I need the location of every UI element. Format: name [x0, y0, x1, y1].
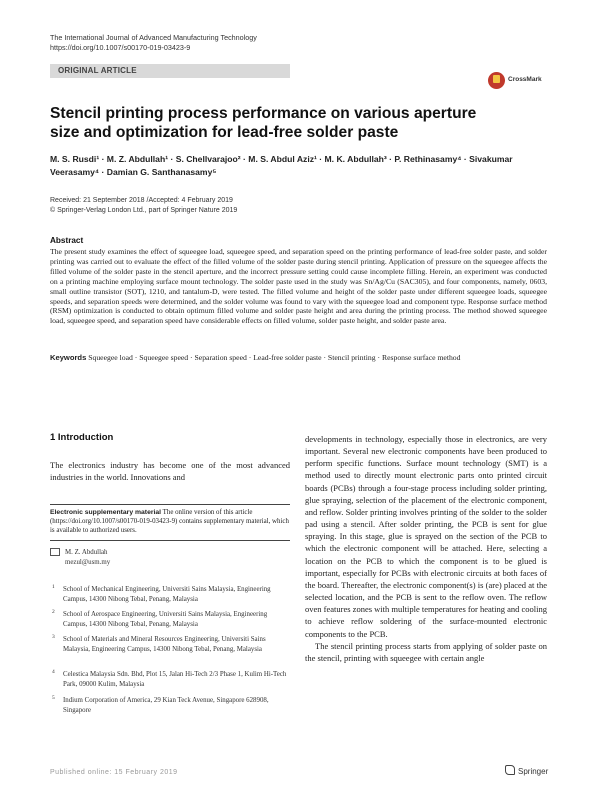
springer-logo	[505, 765, 548, 776]
copyright-line: © Springer-Verlag London Ltd., part of Springer Nature 2019	[50, 206, 238, 214]
intro-paragraph: The electronics industry has become one of the most advanced industries in the world. Innovations and	[50, 460, 290, 483]
intro-paragraph-2: The stencil printing process starts from applying of solder paste on the stencil, printing with squeegee with certain angle	[305, 640, 547, 663]
envelope-icon	[50, 548, 60, 556]
article-type-label: ORIGINAL ARTICLE	[58, 66, 137, 75]
intro-paragraph-1: developments in technology, especially those in electronics, are very important. Several new electronic components have been produced to perform specific functions. Surface mount technology (SMT) is a method used to directly mount electronic parts onto printed circuit boards (PCBs) through a four-stage process including solder printing, glue spraying, selection of the placement of the electronic component, and reflow. Solder printing involves printing of the solder to the solder pad using a stencil. After solder printing, the PCB is sent for glue spraying. In this stage, glue is sprayed on the section of the PCB to which the electronic component will be attached. Here, selecting a location on the PCB to which the component is to be glued is important, especially for PCBs with electronic circuits at both faces of the board. Thereafter, the electronic component(s) is (are) placed at the selected location, and the PCB is sent to the reflow oven. The reflow oven features zones with multiple temperatures for heating and cooling to achieve reflow soldering of the surface-mounted electronic components to the PCB.	[305, 434, 547, 639]
affiliation-2: 2 School of Aerospace Engineering, Universiti Sains Malaysia, Engineering Campus, 14300 Nibong Tebal, Penang, Malaysia	[52, 609, 268, 628]
crossmark-label: CrossMark	[508, 76, 542, 83]
keywords-text: Squeegee load · Squeegee speed · Separation speed · Lead-free solder paste · Stencil printing · Response surface method	[88, 353, 461, 362]
supplementary-note	[50, 504, 290, 535]
doi-link[interactable]: https://doi.org/10.1007/s00170-019-03423-9	[50, 43, 191, 52]
corr-name: M. Z. Abdullah	[65, 549, 108, 556]
esm-label: Electronic supplementary material	[50, 509, 162, 516]
abstract-text: The present study examines the effect of squeegee load, squeegee speed, and separation speed on the printing performance of lead-free solder paste, and solder printing was carried out to evaluate the effect of the filled volume of the solder paste during stencil printing. Application of pressure on the squeegee affects the filled volume of the solder paste in the stencil aperture, and the incorrect pressure setting could cause incomplete filling. Herein, an experiment was conducted on a printing machine employing surface mount technology. The solder paste used in the study was Sn/Ag/Cu (SAC305), and four components, namely, 0603, small outline transistor (SOT), 1210, and tantalum-D, were tested. The filled volume and height of the solder paste under different squeegee loads, squeegee speeds, and separation speeds were determined, and the solder volume was found to vary with the squeegee load and component type. Response surface method (RSM) optimization is conducted to obtain optimum filled volume and solder paste height and area during the printing process. The method showed squeegee load, squeegee speed, and separation speed have considerable effects on filled volume, solder paste height, and solder paste area.	[50, 247, 547, 326]
affiliation-5: 5 Indium Corporation of America, 29 Kian Teck Avenue, Singapore 628908, Singapore	[52, 695, 269, 714]
article-type-banner	[50, 64, 290, 78]
corr-email[interactable]: mezul@usm.my	[65, 558, 111, 566]
publisher-name: Springer	[518, 767, 549, 776]
crossmark-badge[interactable]	[488, 72, 548, 92]
affiliation-4: 4 Celestica Malaysia Sdn. Bhd, Plot 15, Jalan Hi-Tech 2/3 Phase 1, Kulim Hi-Tech Park, 09000 Kulim, Malaysia	[52, 669, 287, 688]
received-accepted: Received: 21 September 2018 /Accepted: 4 February 2019	[50, 197, 233, 204]
published-online: Published online: 15 February 2019	[50, 769, 178, 776]
section-heading-introduction: 1 Introduction	[50, 432, 114, 443]
crossmark-icon	[488, 72, 505, 89]
abstract-heading: Abstract	[50, 236, 84, 245]
footnote-divider	[50, 540, 290, 541]
publication-dates	[50, 196, 237, 215]
intro-right-column	[305, 433, 547, 664]
affiliation-1: 1 School of Mechanical Engineering, Universiti Sains Malaysia, Engineering Campus, 14300 Nibong Tebal, Penang, Malaysia	[52, 584, 271, 603]
springer-horse-icon	[505, 765, 515, 775]
keywords-label: Keywords	[50, 353, 87, 362]
journal-name: The International Journal of Advanced Manufacturing Technology	[50, 33, 257, 42]
keywords	[50, 353, 547, 363]
affiliation-3: 3 School of Materials and Mineral Resources Engineering, Universiti Sains Malaysia, Engineering Campus, 14300 Nibong Tebal, Penang, Malaysia	[52, 634, 266, 653]
journal-header	[50, 33, 257, 53]
correspondence	[50, 548, 110, 567]
author-list: M. S. Rusdi¹ · M. Z. Abdullah¹ · S. Chellvarajoo² · M. S. Abdul Aziz¹ · M. K. Abdullah³ · P. Rethinasamy⁴ · Sivakumar Veerasamy⁴ · Damian G. Santhanasamy⁵	[50, 154, 513, 177]
paper-title: Stencil printing process performance on various aperture size and optimization for lead-free solder paste	[50, 105, 477, 141]
esm-text: The online version of this article (https://doi.org/10.1007/s00170-019-03423-9) contains supplementary material, which is available to authorized users.	[50, 509, 289, 535]
